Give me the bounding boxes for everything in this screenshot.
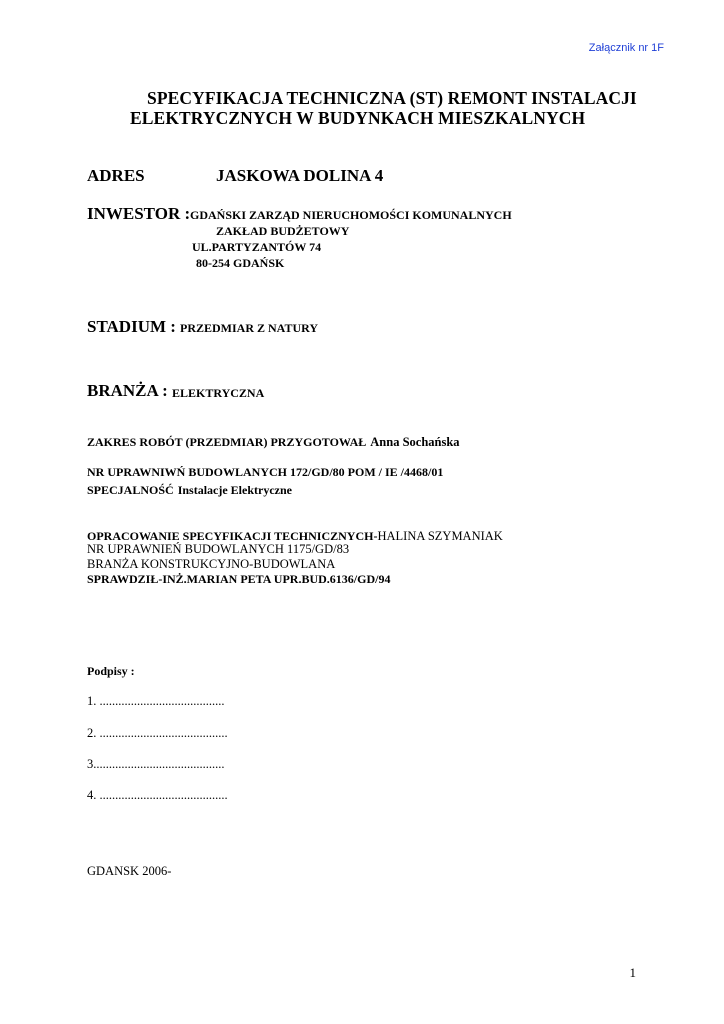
- scope-author: Anna Sochańska: [370, 435, 460, 449]
- investor-label: INWESTOR :: [87, 204, 191, 223]
- signature-line-3: 3..........................................: [87, 757, 225, 771]
- specialty-label: SPECJALNOŚĆ: [87, 483, 174, 497]
- scope-label: ZAKRES ROBÓT (PRZEDMIAR) PRZYGOTOWAŁ: [87, 435, 367, 449]
- specification-checked: SPRAWDZIŁ-INŻ.MARIAN PETA UPR.BUD.6136/GD/94: [87, 572, 391, 586]
- specification-permit: NR UPRAWNIEŃ BUDOWLANYCH 1175/GD/83: [87, 542, 350, 556]
- specification-branch: BRANŻA KONSTRUKCYJNO-BUDOWLANA: [87, 557, 336, 571]
- title-line-2: ELEKTRYCZNYCH W BUDYNKACH MIESZKALNYCH: [130, 108, 586, 128]
- branch-label: BRANŻA :: [87, 381, 168, 400]
- page-number: 1: [629, 965, 636, 980]
- permit-number: NR UPRAWNIWŃ BUDOWLANYCH 172/GD/80 POM / IE /4468/01: [87, 465, 444, 479]
- investor-name: GDAŃSKI ZARZĄD NIERUCHOMOŚCI KOMUNALNYCH: [190, 208, 512, 222]
- attachment-label: Załącznik nr 1F: [588, 42, 664, 54]
- signature-line-2: 2. .........................................: [87, 726, 228, 740]
- signatures-label: Podpisy :: [87, 664, 135, 678]
- scope-section: [87, 433, 460, 451]
- investor-street: UL.PARTYZANTÓW 74: [192, 240, 322, 254]
- signature-line-4: 4. .........................................: [87, 788, 228, 802]
- address-label: ADRES: [87, 166, 145, 185]
- title-line-1: SPECYFIKACJA TECHNICZNA (ST) REMONT INSTALACJI: [147, 88, 637, 108]
- footer-place-date: GDANSK 2006-: [87, 864, 172, 878]
- address-value: JASKOWA DOLINA 4: [216, 166, 384, 185]
- specialty-line: [87, 481, 292, 499]
- stage-label: STADIUM :: [87, 317, 176, 336]
- specification-author: HALINA SZYMANIAK: [377, 529, 503, 543]
- signature-line-1: 1. ........................................: [87, 694, 225, 708]
- investor-line-2: ZAKŁAD BUDŻETOWY: [216, 224, 350, 238]
- branch-value: ELEKTRYCZNA: [172, 386, 265, 400]
- stage-value: PRZEDMIAR Z NATURY: [180, 321, 319, 335]
- investor-city: 80-254 GDAŃSK: [196, 256, 285, 270]
- specialty-value: Instalacje Elektryczne: [177, 483, 292, 497]
- specification-label: OPRACOWANIE SPECYFIKACJI TECHNICZNYCH-: [87, 529, 378, 543]
